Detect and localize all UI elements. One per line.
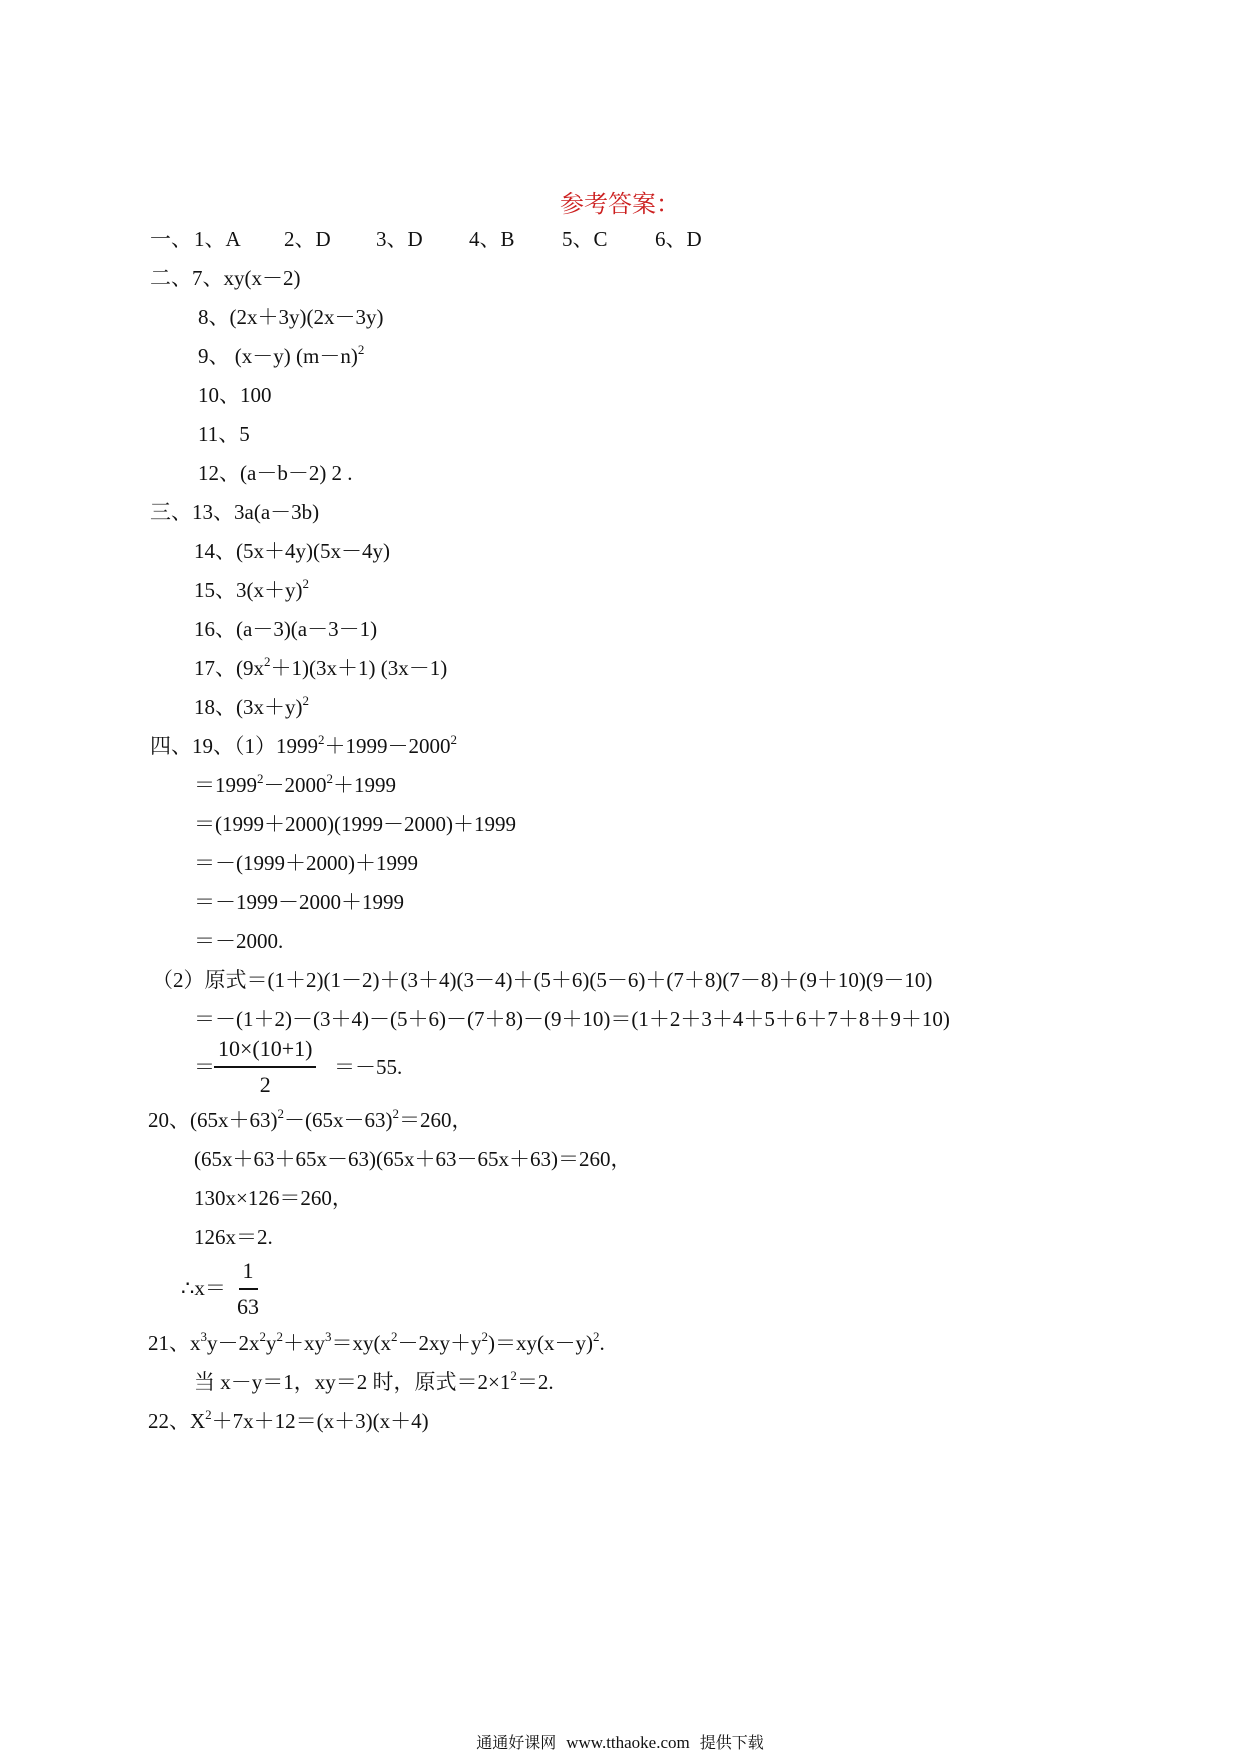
footer-site-name: 通通好课网	[476, 1733, 557, 1752]
footer-download-text: 提供下载	[699, 1733, 764, 1752]
answer-q9: 9、 (x－y) $(m-n)^2$	[198, 342, 365, 368]
footer-url: www.tthaoke.com	[566, 1733, 690, 1752]
answer-q14: 14、(5x＋4y)(5x－4y)	[194, 539, 390, 563]
section3-label: 三、	[150, 500, 192, 524]
mc-answer-5: 5、C	[562, 227, 608, 251]
fraction-numerator: 1	[239, 1258, 258, 1290]
mc-answer-6: 6、D	[655, 227, 702, 251]
answer-key-title: 参考答案：	[560, 190, 680, 218]
answer-q19-line5: ＝－1999－2000＋1999	[194, 890, 404, 914]
section1-label: 一、	[150, 227, 192, 251]
answer-q20-line3: 130x×126＝260，	[194, 1186, 353, 1210]
section2-label: 二、	[150, 266, 192, 290]
fraction-denominator: 63	[237, 1294, 259, 1319]
section2-line-q7	[150, 265, 301, 291]
fraction-denominator: 2	[259, 1072, 271, 1097]
answer-q20-line2: (65x＋63＋65x－63)(65x＋63－65x＋63)＝260，	[194, 1147, 632, 1171]
answer-q19-line6: ＝－2000.	[194, 929, 284, 953]
answer-q20-line4: 126x＝2.	[194, 1225, 273, 1249]
answer-q19-line2: $=1999^2-2000^2+1999$	[194, 771, 396, 797]
answer-q19-line1: 四、19、$(1)1999^2+1999-2000^2$	[150, 732, 457, 758]
answer-q11: 11、5	[198, 422, 250, 446]
mc-answer-2: 2、D	[284, 227, 331, 251]
answer-q22: 22、$X^2+7x+12=(x+3)(x+4)$	[148, 1407, 429, 1433]
answer-q19-line4: ＝－(1999＋2000)＋1999	[194, 851, 418, 875]
mc-answer-3: 3、D	[376, 227, 423, 251]
mc-answer-4: 4、B	[469, 227, 515, 251]
answer-q17: 17、$(9x^2+1)(3x+1)$ (3x－1)	[194, 654, 448, 680]
page-footer	[0, 1730, 1240, 1753]
answer-q19-part2-result: ＝－55.	[334, 1055, 403, 1079]
mc-answer-1: 1、A	[194, 227, 241, 251]
answer-q10: 10、100	[198, 383, 272, 407]
answer-q19-line3: ＝(1999＋2000)(1999－2000)＋1999	[194, 812, 516, 836]
answer-q7: 7、xy(x－2)	[192, 266, 301, 290]
answer-q19-part2-eq: ＝	[194, 1055, 215, 1079]
answer-q12: 12、(a－b－2) 2 .	[198, 461, 353, 485]
answer-q8: 8、(2x＋3y)(2x－3y)	[198, 305, 384, 329]
answer-q13: 13、3a(a－3b)	[192, 500, 320, 524]
section3-line-q13	[150, 499, 319, 525]
answer-q16: 16、(a－3)(a－3－1)	[194, 617, 378, 641]
answer-q18: 18、$(3x+y)^2$	[194, 693, 309, 719]
fraction-numerator: 10×(10+1)	[214, 1036, 316, 1068]
answer-q21-line2: 当 x－y＝1，xy＝2 时，原式$=2\times 1^2=2$.	[194, 1368, 554, 1394]
answer-q19-fraction	[214, 1036, 316, 1098]
answer-q20-fraction	[237, 1258, 259, 1320]
section4-label: 四、	[150, 734, 192, 758]
answer-q21-line1: 21、$x^3y-2x^2y^2+xy^3=xy(x^2-2xy+y^2)=xy(x-y)^2$.	[148, 1329, 605, 1355]
answer-q19-part2-line2: ＝－(1＋2)－(3＋4)－(5＋6)－(7＋8)－(9＋10)＝(1＋2＋3＋4＋5＋6＋7＋8＋9＋10)	[194, 1007, 950, 1031]
answer-q15: 15、$3(x+y)^2$	[194, 576, 309, 602]
answer-q19-part2-line1: （2）原式＝(1＋2)(1－2)＋(3＋4)(3－4)＋(5＋6)(5－6)＋(7＋8)(7－8)＋(9＋10)(9－10)	[152, 968, 933, 992]
answer-q20-line1: 20、$(65x+63)^2-(65x-63)^2=260$，	[148, 1106, 473, 1132]
answer-q20-therefore: ∴x＝	[181, 1276, 226, 1300]
